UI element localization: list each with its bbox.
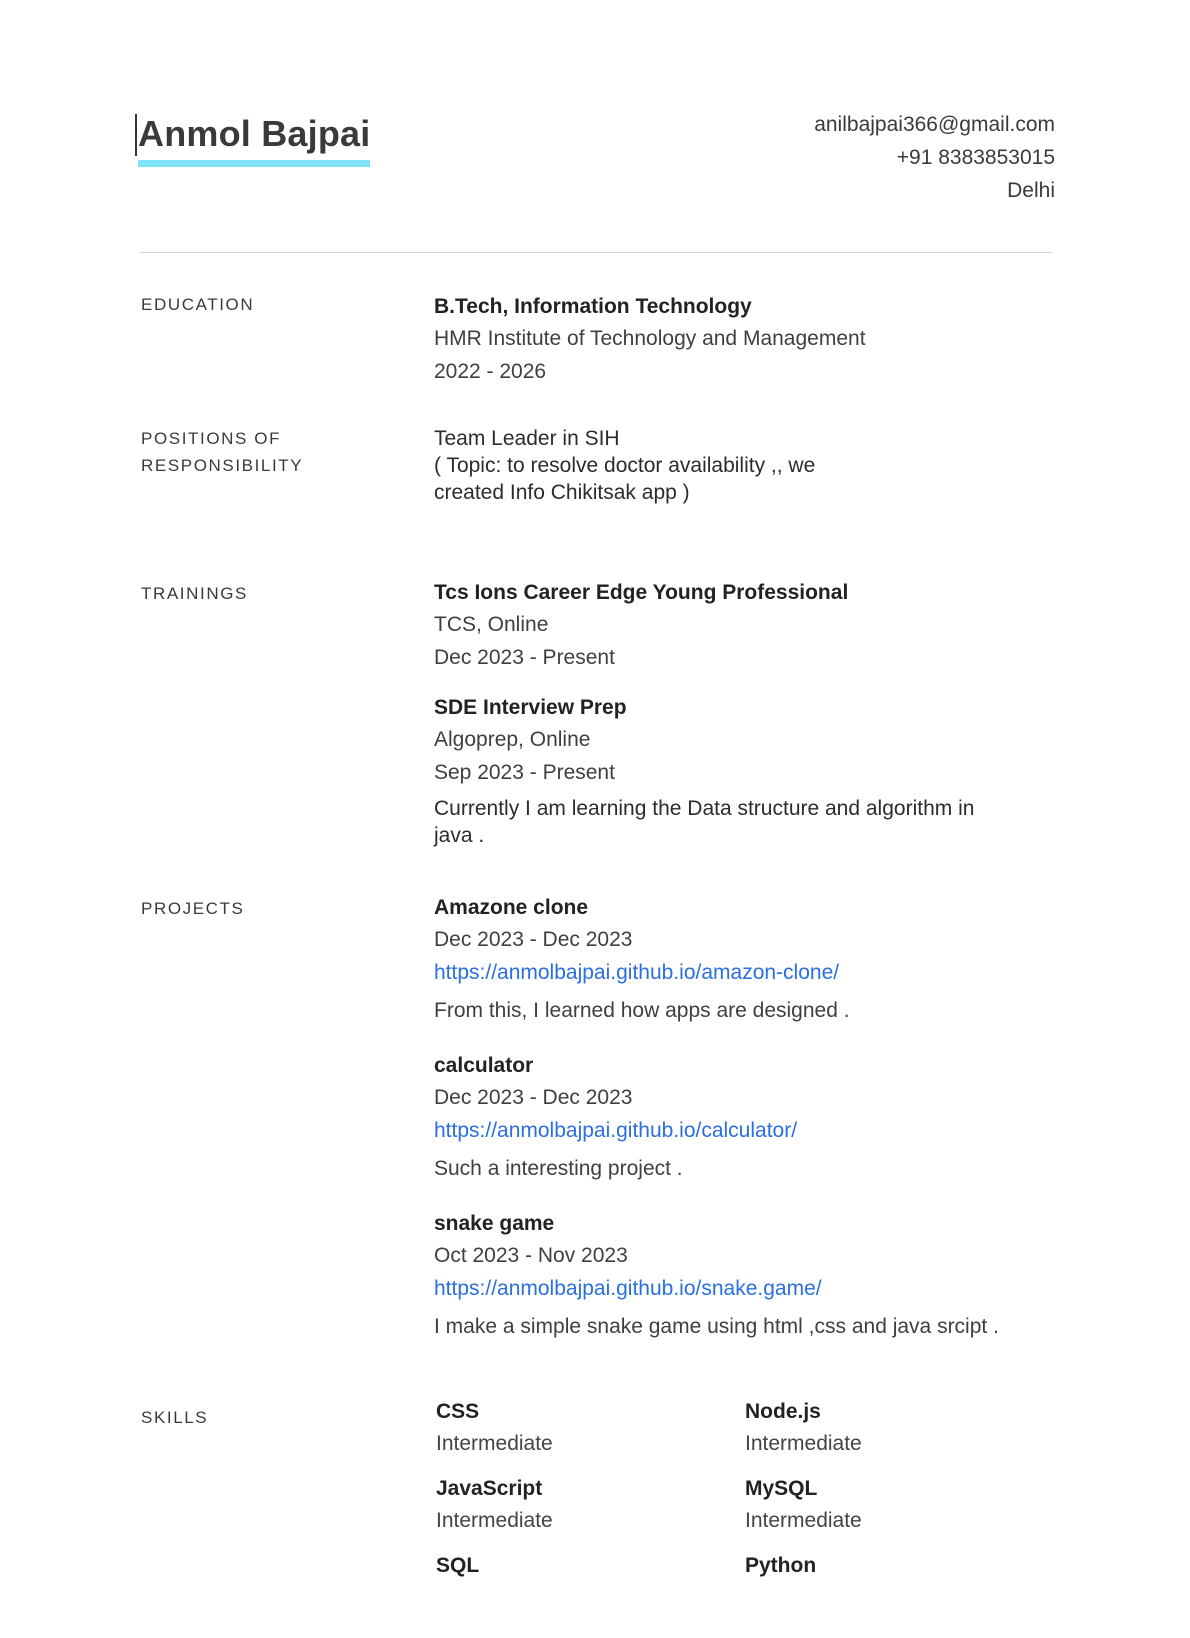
project-item — [434, 1209, 1054, 1343]
project-dates: Oct 2023 - Nov 2023 — [434, 1244, 628, 1267]
education-years: 2022 - 2026 — [434, 360, 547, 383]
project-title: Amazone clone — [434, 896, 589, 919]
project-title: snake game — [434, 1212, 555, 1235]
training-title: SDE Interview Prep — [434, 696, 627, 719]
skill-item — [745, 1551, 1054, 1581]
skill-name: Node.js — [745, 1400, 821, 1423]
education-institute: HMR Institute of Technology and Management — [434, 327, 866, 350]
project-title: calculator — [434, 1054, 534, 1077]
skill-name: Python — [745, 1554, 817, 1577]
training-item — [434, 578, 1054, 674]
training-org: Algoprep, Online — [434, 728, 591, 751]
project-dates: Dec 2023 - Dec 2023 — [434, 928, 633, 951]
contact-block — [814, 108, 1055, 207]
skill-level: Intermediate — [436, 1509, 553, 1532]
position-title: Team Leader in SIH — [434, 427, 620, 450]
project-dates: Dec 2023 - Dec 2023 — [434, 1086, 633, 1109]
project-desc: Such a interesting project . — [434, 1157, 683, 1180]
skill-level: Intermediate — [745, 1432, 862, 1455]
name-underline-accent — [138, 160, 370, 167]
project-link[interactable]: https://anmolbajpai.github.io/snake.game/ — [434, 1277, 822, 1300]
skill-item — [436, 1551, 745, 1581]
skill-name: JavaScript — [436, 1477, 543, 1500]
training-desc-line1: Currently I am learning the Data structure and algorithm in — [434, 797, 975, 820]
candidate-name: Anmol Bajpai — [138, 113, 371, 154]
trainings-label: TRAININGS — [141, 584, 248, 603]
project-link[interactable]: https://anmolbajpai.github.io/calculator/ — [434, 1119, 798, 1142]
positions-label — [141, 425, 303, 479]
skills-label: SKILLS — [141, 1408, 209, 1427]
positions-label-line1: POSITIONS OF — [141, 429, 282, 448]
projects-label: PROJECTS — [141, 899, 245, 918]
resume-header — [138, 110, 370, 167]
text-cursor — [135, 114, 137, 156]
skill-level: Intermediate — [745, 1509, 862, 1532]
contact-phone[interactable]: +91 8383853015 — [896, 146, 1055, 169]
training-dates: Dec 2023 - Present — [434, 646, 615, 669]
training-org: TCS, Online — [434, 613, 549, 636]
education-label: EDUCATION — [141, 295, 255, 314]
skills-grid — [436, 1397, 1056, 1581]
training-item — [434, 693, 1054, 849]
skill-item — [745, 1397, 1054, 1460]
skill-item — [436, 1474, 745, 1537]
skill-item — [436, 1397, 745, 1460]
project-item — [434, 893, 1054, 1027]
skill-name: CSS — [436, 1400, 480, 1423]
header-divider — [140, 252, 1052, 253]
project-item — [434, 1051, 1054, 1185]
contact-email[interactable]: anilbajpai366@gmail.com — [814, 113, 1055, 136]
training-title: Tcs Ions Career Edge Young Professional — [434, 581, 849, 604]
project-desc: I make a simple snake game using html ,css and java srcipt . — [434, 1315, 999, 1338]
contact-location: Delhi — [1007, 179, 1055, 202]
skill-name: MySQL — [745, 1477, 818, 1500]
project-desc: From this, I learned how apps are designed . — [434, 999, 850, 1022]
skill-name: SQL — [436, 1554, 480, 1577]
training-desc-line2: java . — [434, 824, 485, 847]
positions-section — [434, 425, 1054, 506]
position-desc-line2: created Info Chikitsak app ) — [434, 481, 690, 504]
education-degree: B.Tech, Information Technology — [434, 295, 752, 318]
education-section — [434, 292, 1054, 388]
position-desc-line1: ( Topic: to resolve doctor availability ,, we — [434, 454, 816, 477]
training-dates: Sep 2023 - Present — [434, 761, 615, 784]
skill-level: Intermediate — [436, 1432, 553, 1455]
project-link[interactable]: https://anmolbajpai.github.io/amazon-clone/ — [434, 961, 840, 984]
skill-item — [745, 1474, 1054, 1537]
positions-label-line2: RESPONSIBILITY — [141, 456, 304, 475]
